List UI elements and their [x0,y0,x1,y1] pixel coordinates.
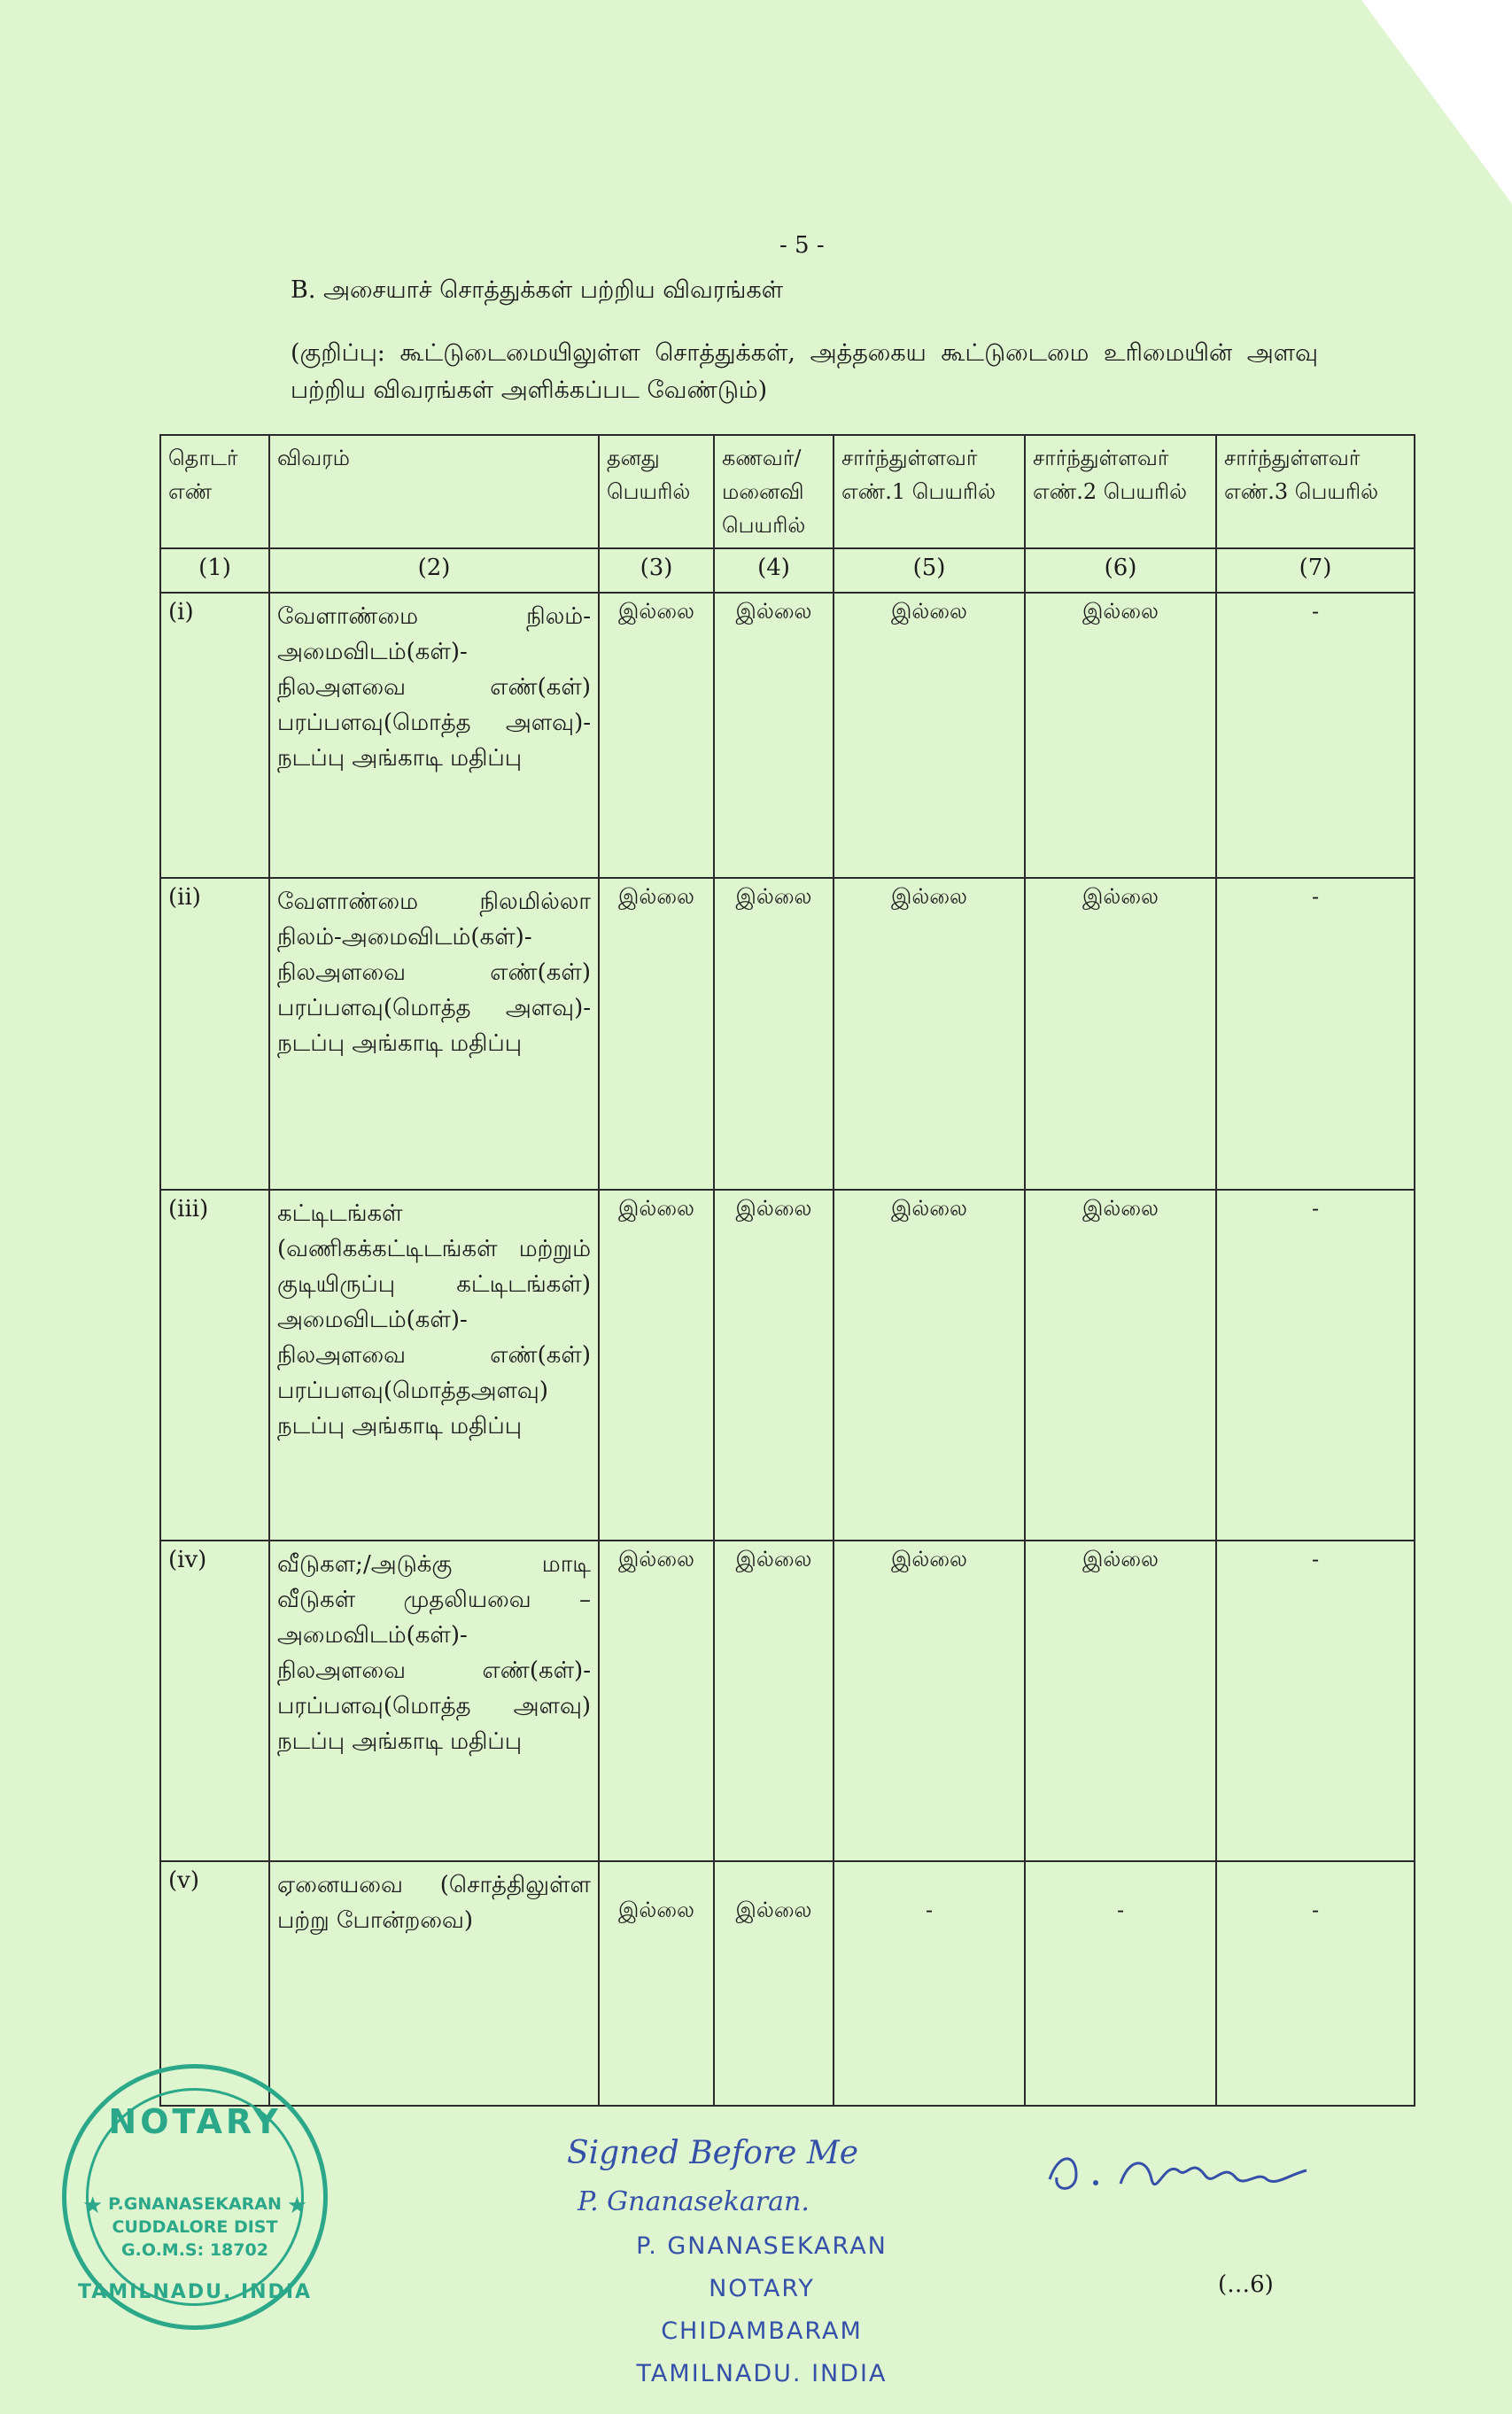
col-number: (5) [834,548,1025,593]
header-dependent-1: சார்ந்துள்ளவர் எண்.1 பெயரில் [834,435,1025,548]
row-value: இல்லை [714,1541,834,1861]
notary-seal-reg-no: G.O.M.S: 18702 [121,2240,268,2260]
row-value: இல்லை [714,1861,834,2106]
row-value: இல்லை [599,1861,714,2106]
header-serial-no: தொடர் எண் [160,435,269,548]
row-value: இல்லை [599,593,714,878]
header-dependent-2: சார்ந்துள்ளவர் எண்.2 பெயரில் [1025,435,1216,548]
row-description: வேளாண்மை நிலமில்லா நிலம்-அமைவிடம்(கள்)-நிலஅளவை எண்(கள்) பரப்பளவு(மொத்த அளவு)-நடப்பு அங்காடி மதிப்பு [269,878,599,1190]
row-value: - [1216,1190,1415,1541]
header-description: விவரம் [269,435,599,548]
col-number: (4) [714,548,834,593]
row-value: இல்லை [1025,878,1216,1190]
row-value: இல்லை [834,593,1025,878]
handwritten-signature [1041,2144,1333,2206]
column-number-row [160,548,1415,593]
notary-region: TAMILNADU. INDIA [636,2360,888,2387]
row-value: இல்லை [599,1541,714,1861]
row-description: ஏனையவை (சொத்திலுள்ள பற்று போன்றவை) [269,1861,599,2106]
section-heading: B. அசையாச் சொத்துக்கள் பற்றிய விவரங்கள் [291,276,784,304]
notary-name: P. GNANASEKARAN [636,2232,888,2260]
row-value: இல்லை [1025,1541,1216,1861]
row-serial: (i) [160,593,269,878]
row-serial: (v) [160,1861,269,2106]
row-value: இல்லை [834,1190,1025,1541]
row-description: வேளாண்மை நிலம்-அமைவிடம்(கள்)-நிலஅளவை எண்(கள்) பரப்பளவு(மொத்த அளவு)-நடப்பு அங்காடி மதிப்பு [269,593,599,878]
header-spouse-name: கணவர்/ மனைவி பெயரில் [714,435,834,548]
notary-seal-district: CUDDALORE DIST [112,2217,278,2237]
header-own-name: தனது பெயரில் [599,435,714,548]
row-value: இல்லை [1025,593,1216,878]
row-serial: (iv) [160,1541,269,1861]
row-value: - [1216,1861,1415,2106]
continued-page-marker: (…6) [1218,2271,1274,2298]
table-row [160,878,1415,1190]
col-number: (1) [160,548,269,593]
notary-seal [62,2064,328,2330]
row-value: இல்லை [599,878,714,1190]
section-note: (குறிப்பு: கூட்டுடைமையிலுள்ள சொத்துக்கள், அத்தகைய கூட்டுடைமை உரிமையின் அளவு பற்றிய விவரங்கள் அளிக்கப்பட வேண்டும்) [291,339,1318,404]
row-value: இல்லை [714,593,834,878]
immovable-assets-table [159,434,1415,2107]
row-value: இல்லை [834,1541,1025,1861]
table-header-row [160,435,1415,548]
row-serial: (ii) [160,878,269,1190]
row-serial: (iii) [160,1190,269,1541]
table-row [160,1190,1415,1541]
page-corner-fold [1361,0,1512,204]
notary-address-stamp [585,2225,939,2395]
header-dependent-3: சார்ந்துள்ளவர் எண்.3 பெயரில் [1216,435,1415,548]
handwritten-notary-name: P. Gnanasekaran. [578,2186,810,2217]
row-value: இல்லை [599,1190,714,1541]
star-icon: ★ [82,2193,104,2219]
row-value: - [1216,1541,1415,1861]
col-number: (2) [269,548,599,593]
notary-seal-title: NOTARY [108,2102,282,2141]
row-description: கட்டிடங்கள் (வணிகக்கட்டிடங்கள் மற்றும் குடியிருப்பு கட்டிடங்கள்) அமைவிடம்(கள்)-நிலஅளவை எண்(கள்) பரப்பளவு(மொத்தஅளவு) நடப்பு அங்காடி மதிப்பு [269,1190,599,1541]
table-row [160,1541,1415,1861]
row-value: இல்லை [1025,1190,1216,1541]
row-value: இல்லை [714,1190,834,1541]
table-row [160,1861,1415,2106]
col-number: (7) [1216,548,1415,593]
row-value: - [1025,1861,1216,2106]
table-row [160,593,1415,878]
notary-place: CHIDAMBARAM [661,2317,863,2345]
row-value: இல்லை [714,878,834,1190]
row-value: - [1216,878,1415,1190]
star-icon: ★ [286,2193,307,2219]
row-description: வீடுகள;/அடுக்கு மாடி வீடுகள் முதலியவை – அமைவிடம்(கள்)-நிலஅளவை எண்(கள்)-பரப்பளவு(மொத்த அளவு) நடப்பு அங்காடி மதிப்பு [269,1541,599,1861]
signed-before-me-note: Signed Before Me [567,2135,859,2171]
notary-seal-region: TAMILNADU. INDIA [77,2281,313,2303]
row-value: - [834,1861,1025,2106]
row-value: - [1216,593,1415,878]
col-number: (3) [599,548,714,593]
col-number: (6) [1025,548,1216,593]
row-value: இல்லை [834,878,1025,1190]
notary-seal-name: P.GNANASEKARAN [108,2194,282,2214]
notary-title: NOTARY [709,2275,815,2302]
page-number: - 5 - [779,232,825,259]
